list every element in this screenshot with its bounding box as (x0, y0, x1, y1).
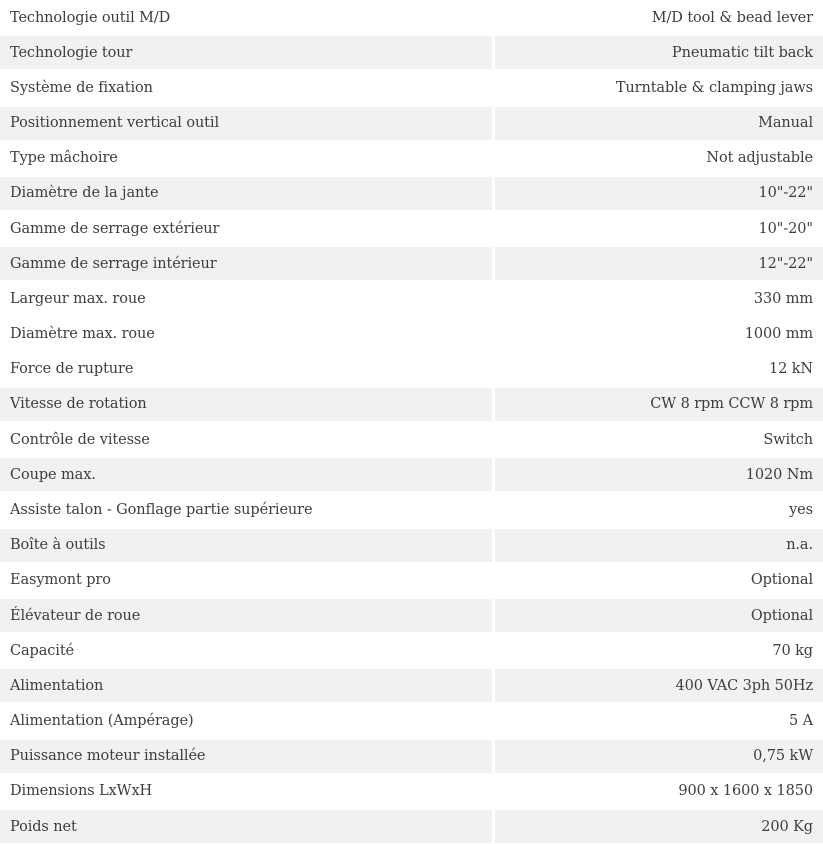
spec-row (0, 0, 823, 35)
spec-value: 400 VAC 3ph 50Hz (492, 668, 823, 703)
spec-value: Optional (492, 563, 823, 598)
spec-row (0, 211, 823, 246)
spec-row (0, 528, 823, 563)
spec-value: 70 kg (492, 633, 823, 668)
spec-row (0, 387, 823, 422)
spec-value: 200 Kg (492, 809, 823, 844)
spec-value: n.a. (492, 528, 823, 563)
spec-row (0, 492, 823, 527)
spec-label: Boîte à outils (0, 528, 492, 563)
spec-row (0, 352, 823, 387)
spec-label: Type mâchoire (10, 150, 118, 167)
spec-row (0, 703, 823, 738)
spec-row (0, 35, 823, 70)
spec-value: 1020 Nm (492, 457, 823, 492)
spec-label: Élévateur de roue (0, 598, 492, 633)
spec-label: Force de rupture (10, 361, 134, 378)
spec-value: 10"-22" (492, 176, 823, 211)
spec-label: Gamme de serrage extérieur (10, 220, 220, 237)
spec-row (0, 457, 823, 492)
spec-label: Largeur max. roue (10, 290, 146, 307)
spec-value: 1000 mm (492, 317, 823, 352)
spec-value: Pneumatic tilt back (492, 35, 823, 70)
spec-label: Technologie outil M/D (10, 9, 171, 26)
spec-label: Coupe max. (0, 457, 492, 492)
spec-row (0, 176, 823, 211)
spec-value: 5 A (492, 703, 823, 738)
spec-value: Manual (492, 106, 823, 141)
spec-label: Poids net (0, 809, 492, 844)
spec-label: Gamme de serrage intérieur (0, 246, 492, 281)
spec-row (0, 281, 823, 316)
spec-row (0, 106, 823, 141)
spec-row (0, 774, 823, 809)
spec-label: Contrôle de vitesse (10, 431, 150, 448)
spec-row (0, 809, 823, 844)
spec-value: Turntable & clamping jaws (492, 70, 823, 105)
spec-row (0, 70, 823, 105)
spec-row (0, 317, 823, 352)
spec-row (0, 633, 823, 668)
spec-label: Dimensions LxWxH (10, 783, 153, 800)
spec-row (0, 563, 823, 598)
spec-row (0, 598, 823, 633)
spec-value: Optional (492, 598, 823, 633)
spec-label: Diamètre max. roue (10, 326, 155, 343)
spec-row (0, 668, 823, 703)
spec-row (0, 739, 823, 774)
spec-value: 330 mm (492, 281, 823, 316)
spec-value: 12"-22" (492, 246, 823, 281)
spec-value: Switch (492, 422, 823, 457)
spec-label: Easymont pro (10, 572, 111, 589)
spec-label: Capacité (10, 642, 75, 659)
spec-row (0, 422, 823, 457)
spec-value: 0,75 kW (492, 739, 823, 774)
spec-label: Puissance moteur installée (0, 739, 492, 774)
spec-label: Technologie tour (0, 35, 492, 70)
spec-value: Not adjustable (492, 141, 823, 176)
spec-value: 900 x 1600 x 1850 (492, 774, 823, 809)
spec-row (0, 141, 823, 176)
spec-label: Diamètre de la jante (0, 176, 492, 211)
spec-value: CW 8 rpm CCW 8 rpm (492, 387, 823, 422)
spec-value: yes (492, 492, 823, 527)
spec-label: Alimentation (Ampérage) (10, 713, 194, 730)
spec-value: 12 kN (492, 352, 823, 387)
spec-label: Positionnement vertical outil (0, 106, 492, 141)
spec-label: Vitesse de rotation (0, 387, 492, 422)
spec-label: Alimentation (0, 668, 492, 703)
spec-row (0, 246, 823, 281)
spec-value: M/D tool & bead lever (492, 0, 823, 35)
spec-label: Système de fixation (10, 79, 153, 96)
spec-value: 10"-20" (492, 211, 823, 246)
spec-label: Assiste talon - Gonflage partie supérieure (10, 501, 313, 518)
